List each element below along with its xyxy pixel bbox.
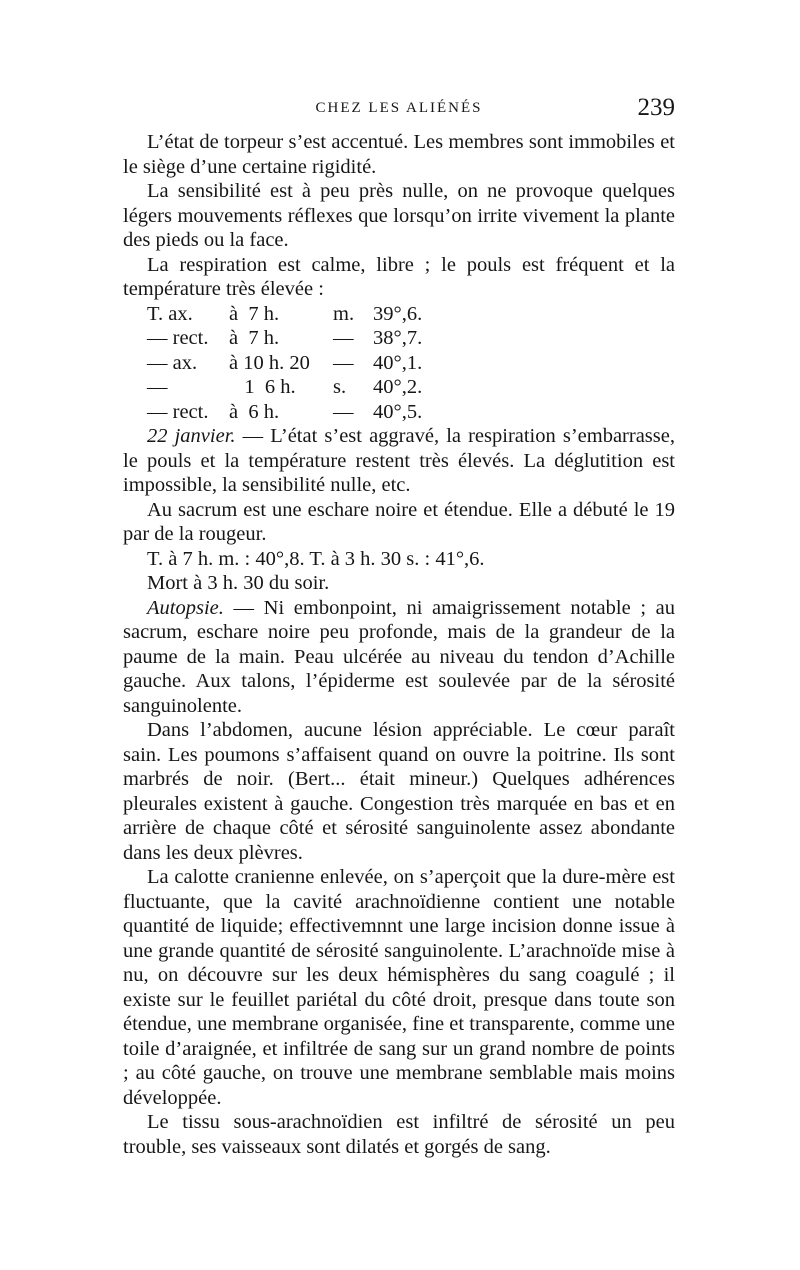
temperature-period: — bbox=[333, 351, 354, 374]
paragraph-tissu: Le tissu sous-arachnoïdien est infiltré de sérosité un peu trouble, ses vaisseaux sont dilatés et gorgés de sang. bbox=[123, 1111, 675, 1158]
temperature-period: — bbox=[333, 400, 354, 423]
paragraph-temperature-readings: T. à 7 h. m. : 40°,8. T. à 3 h. 30 s. : 41°,6. bbox=[147, 547, 485, 570]
temperature-time: à 10 h. 20 bbox=[229, 351, 310, 374]
temperature-table bbox=[123, 302, 675, 425]
paragraph-respiration: La respiration est calme, libre ; le pouls est fréquent et la température très élevée : bbox=[123, 253, 675, 300]
temperature-site: — rect. bbox=[147, 327, 209, 349]
temperature-time: 1 6 h. bbox=[229, 376, 296, 398]
paragraph-text: — L’état s’est aggravé, la respiration s’embarrasse, le pouls et la température restent très élevés. La déglutition est impossible, la sensibilité nulle, etc. bbox=[123, 425, 675, 496]
temperature-value: 40°,5. bbox=[373, 400, 423, 423]
section-label: Autopsie. bbox=[147, 596, 224, 619]
temperature-site: — ax. bbox=[147, 351, 198, 374]
temperature-time: à 7 h. bbox=[229, 327, 280, 349]
temperature-site: T. ax. bbox=[147, 302, 193, 325]
paragraph-autopsie bbox=[123, 596, 675, 719]
temperature-time: à 6 h. bbox=[229, 400, 280, 423]
temperature-time: à 7 h. bbox=[229, 302, 280, 325]
paragraph-calotte: La calotte cranienne enlevée, on s’aperçoit que la dure-mère est fluctuante, que la cavité arachnoïdienne contient une notable quantité de liquide; effectivemnnt une large incision donne issue à une grande quantité de sérosité sanguinolente. L’arachnoïde mise à nu, on découvre sur les deux hémisphères du sang coagulé ; il existe sur le feuillet pariétal du côté droit, presque dans toute son étendue, une membrane organisée, fine et transparente, comme une toile d’araignée, et infiltrée de sang sur un grand nombre de points ; au côté gauche, on trouve une membrane semblable mais moins développée. bbox=[123, 866, 675, 1109]
temperature-value: 40°,2. bbox=[373, 376, 423, 398]
temperature-row bbox=[147, 326, 675, 351]
temperature-row bbox=[147, 302, 675, 327]
temperature-row bbox=[147, 351, 675, 376]
paragraph-mort: Mort à 3 h. 30 du soir. bbox=[147, 572, 330, 594]
running-title: CHEZ LES ALIÉNÉS bbox=[315, 100, 483, 116]
book-page bbox=[123, 94, 675, 1159]
temperature-value: 38°,7. bbox=[373, 327, 423, 349]
temperature-site: — rect. bbox=[147, 400, 209, 423]
paragraph-abdomen: Dans l’abdomen, aucune lésion appréciable. Le cœur paraît sain. Les poumons s’affaisent quand on ouvre la poitrine. Ils sont marbrés de noir. (Bert... était mineur.) Quelques adhérences pleurales existent à gauche. Congestion très marquée en bas et en arrière de chaque côté et sérosité sanguinolente assez abondante dans les deux plèvres. bbox=[123, 719, 675, 864]
temperature-row bbox=[147, 400, 675, 425]
temperature-value: 40°,1. bbox=[373, 351, 423, 374]
temperature-period: s. bbox=[333, 376, 347, 398]
page-header bbox=[123, 94, 675, 124]
body-text bbox=[123, 130, 675, 1159]
temperature-site: — bbox=[147, 376, 168, 398]
temperature-period: — bbox=[333, 327, 354, 349]
paragraph-text: — Ni embonpoint, ni amaigrissement notable ; au sacrum, eschare noire peu profonde, mais de la grandeur de la paume de la main. Peau ulcérée au niveau du tendon d’Achille gauche. Aux talons, l’épiderme est soulevée par de la sérosité sanguinolente. bbox=[123, 596, 675, 717]
paragraph-22-janvier bbox=[123, 424, 675, 498]
paragraph-sacrum: Au sacrum est une eschare noire et étendue. Elle a débuté le 19 par de la rougeur. bbox=[123, 498, 675, 545]
temperature-period: m. bbox=[333, 302, 355, 325]
date-label: 22 janvier. bbox=[147, 425, 236, 447]
paragraph-sensibilite: La sensibilité est à peu près nulle, on ne provoque quelques légers mouvements réflexes que lorsqu’on irrite vivement la plante des pieds ou la face. bbox=[123, 180, 675, 251]
temperature-row bbox=[147, 375, 675, 400]
page-number: 239 bbox=[637, 94, 675, 121]
paragraph-torpeur: L’état de torpeur s’est accentué. Les membres sont immobiles et le siège d’une certaine rigidité. bbox=[123, 131, 675, 178]
temperature-value: 39°,6. bbox=[373, 302, 423, 325]
